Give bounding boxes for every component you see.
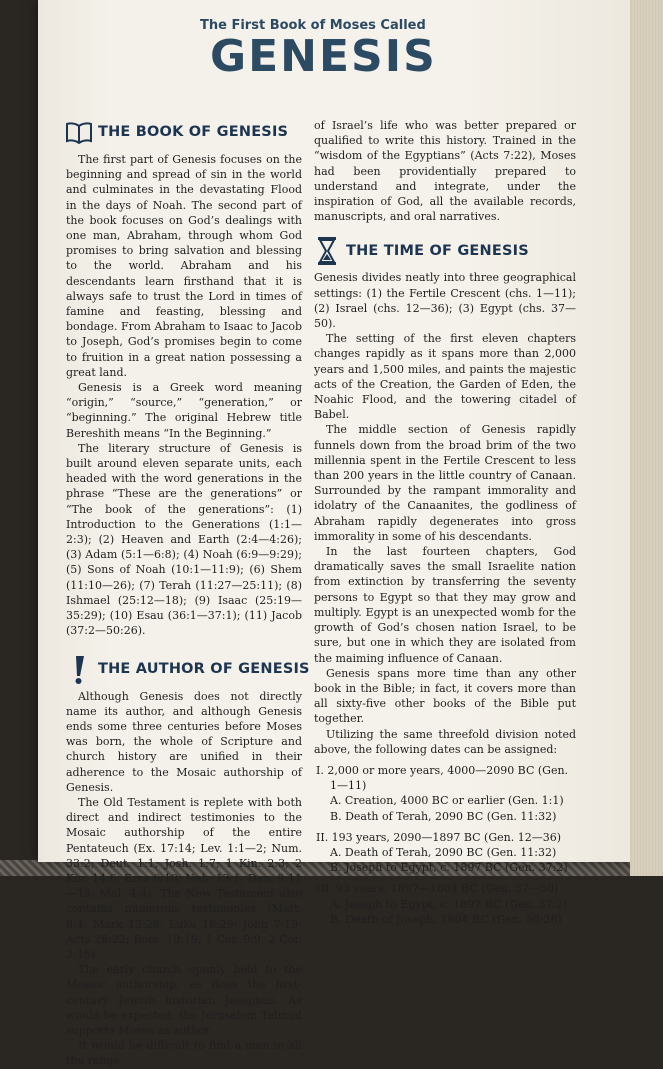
paragraph: Utilizing the same threefold division noted above, the following dates can be assigned: [314,727,576,756]
outline-period: II. 193 years, 2090—1897 BC (Gen. 12—36) [316,830,561,844]
paragraph: The early church openly held to the Mosaic authorship, as does the first-century Jewish historian Josephus. As would be expected, the Jerusalem Talmud supports Moses as author. [66,963,302,1037]
book-title: GENESIS [210,31,437,82]
hourglass-icon [314,238,340,264]
right-column [314,118,576,927]
outline-item: B. Death of Terah, 2090 BC (Gen. 11:32) [330,809,557,823]
paragraph: The setting of the first eleven chapters changes rapidly as it spans more than 2,000 years and 1,500 miles, and paints the majestic acts of the Creation, the Garden of Eden, the Noahic Flood, and the towering citadel of Babel. [314,332,576,422]
section-heading: THE AUTHOR OF GENESIS [98,660,310,677]
paragraph: It would be difficult to find a man in all the range [66,1039,302,1068]
paragraph-continuation: of Israel’s life who was better prepared or qualified to write this history. Trained in the “wisdom of the Egyptians” (Acts 7:22), Moses had been providentially prepared to understand and integrate, under the inspiration of God, all the available records, manuscripts, and oral narratives. [314,119,576,224]
paragraph: Genesis spans more time than any other book in the Bible; in fact, it covers more than all sixty-five other books of the Bible put together. [314,666,576,726]
paragraph: The literary structure of Genesis is built around eleven separate units, each headed with the word generations in the phrase “These are the generations” or “The book of the generations”: (1) Introduction to the Generations (1:1—2:3); (2) Heaven and Earth (2:4—4:26); (3) Adam (5:1—6:8); (4) Noah (6:9—9:29); (5) Sons of Noah (10:1—11:9); (6) Shem (11:10—26); (7) Terah (11:27—25:11); (8) Ishmael (25:12—18); (9) Isaac (25:19—35:29); (10) Esau (36:1—37:1); (11) Jacob (37:2—50:26). [66,441,302,638]
outline-item: A. Joseph to Egypt, c. 1897 BC (Gen. 37:2) [330,897,568,911]
outline-item: B. Joseph to Egypt, c. 1897 BC (Gen. 37:2) [330,861,568,875]
paragraph: Although Genesis does not directly name its author, and although Genesis ends some three centuries before Moses was born, the whole of Scripture and church history are unified in their adherence to the Mosaic authorship of Genesis. [66,689,302,794]
outline-item: B. Death of Joseph, 1804 BC (Gen. 50:26) [330,912,562,926]
paragraph: The first part of Genesis focuses on the beginning and spread of sin in the world and culminates in the devastating Flood in the days of Noah. The second part of the book focuses on God’s dealings with one man, Abraham, through whom God promises to bring salvation and blessing to the world. Abraham and his descendants learn firsthand that it is always safe to trust the Lord in times of famine and feasting, blessing and bondage. From Abraham to Isaac to Jacob to Joseph, God’s promises begin to come to fruition in a great nation possessing a great land. [66,153,302,379]
paragraph: Genesis divides neatly into three geographical settings: (1) the Fertile Crescent (chs. 1—11); (2) Israel (chs. 12—36); (3) Egypt (chs. 37—50). [314,271,576,331]
section-header-author [66,657,310,683]
outline-item: A. Creation, 4000 BC or earlier (Gen. 1:1) [330,794,564,808]
outline-period: III. 93 years, 1897—1804 BC (Gen. 37—50) [316,882,559,896]
date-outline [314,763,576,927]
section-heading: THE TIME OF GENESIS [346,242,529,259]
section-header-time [314,238,576,264]
paragraph: The middle section of Genesis rapidly funnels down from the broad brim of the two millennia spent in the Fertile Crescent to less than 200 years in the little country of Canaan. Surrounded by the rampant immorality and idolatry of the Canaanites, the godliness of Abraham rapidly degenerates into gross immorality in some of his descendants. [314,423,576,543]
exclamation-icon [66,657,92,683]
paragraph: The Old Testament is replete with both direct and indirect testimonies to the Mosaic authorship of the entire Pentateuch (Ex. 17:14; Lev. 1:1—2; Num. 33:2; Deut. 1:1; Josh. 1:7; 1 Kin. 2:3; 2 Kin. 14:6; Ezra 6:18; Neh. 13:1; Dan. 9:11—13; Mal. 4:4). The New Testament also contains numerous testimonies (Matt. 8:4; Mark 12:26; Luke 16:29; John 7:19; Acts 26:22; Rom. 10:19; 1 Cor. 9:9; 2 Cor. 3:15). [66,795,302,961]
open-book-icon [66,120,92,146]
book-subtitle: The First Book of Moses Called [200,18,426,33]
outline-period: I. 2,000 or more years, 4000—2090 BC (Gen. 1—11) [316,763,569,793]
section-heading: THE BOOK OF GENESIS [98,124,289,141]
paragraph: Genesis is a Greek word meaning “origin,” “source,” “generation,” or “beginning.” The original Hebrew title Bereshith means “In the Beginning.” [66,381,302,440]
section-header-book [66,120,302,146]
left-column [66,118,310,1069]
paragraph: In the last fourteen chapters, God dramatically saves the small Israelite nation from extinction by transferring the seventy persons to Egypt so that they may grow and multiply. Egypt is an unexpected womb for the growth of God’s chosen nation Israel, to be sure, but one in which they are isolated from the maiming influence of Canaan. [314,545,576,665]
page-edges [630,0,663,876]
outline-item: A. Death of Terah, 2090 BC (Gen. 11:32) [330,845,557,859]
